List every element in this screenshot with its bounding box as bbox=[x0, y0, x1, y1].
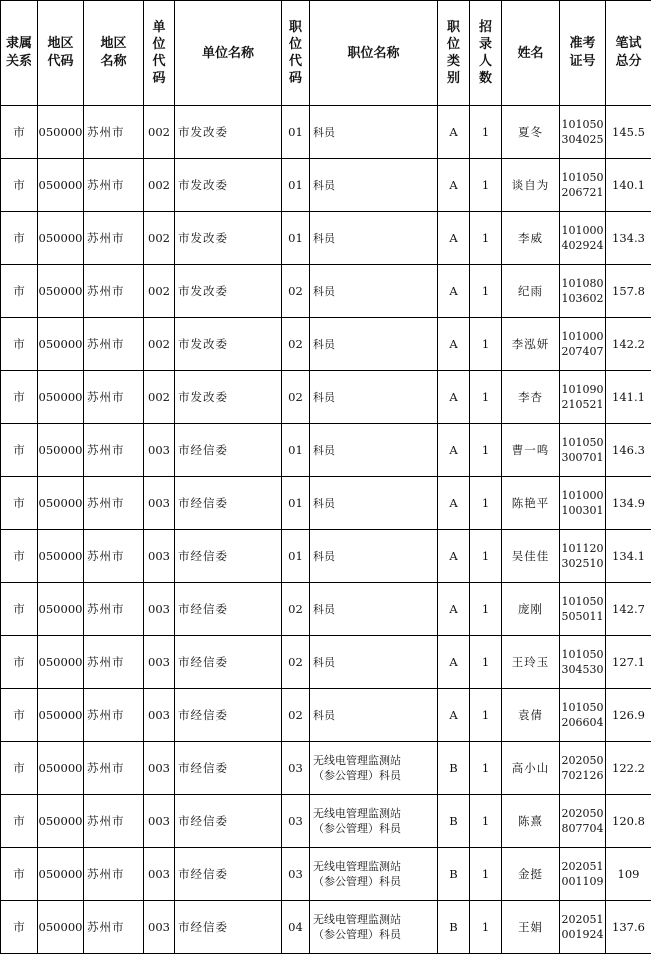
cell-pos-type: A bbox=[438, 265, 470, 318]
cell-pos-code: 01 bbox=[282, 212, 310, 265]
cell-area-code: 050000 bbox=[38, 106, 84, 159]
cell-area-name: 苏州市 bbox=[84, 212, 144, 265]
cell-score: 142.2 bbox=[606, 318, 651, 371]
position-name-line: 科员 bbox=[313, 708, 335, 722]
cell-rel: 市 bbox=[1, 318, 38, 371]
exam-number-line: 702126 bbox=[561, 769, 604, 782]
cell-unit-code: 002 bbox=[144, 318, 175, 371]
cell-rel: 市 bbox=[1, 106, 38, 159]
exam-number-line: 206721 bbox=[561, 186, 604, 199]
position-name-line: 科员 bbox=[313, 655, 335, 669]
cell-unit-name: 市经信委 bbox=[175, 848, 282, 901]
cell-pos-name bbox=[310, 795, 438, 848]
cell-count: 1 bbox=[470, 901, 502, 954]
header-cell: 笔试总分 bbox=[606, 1, 651, 106]
table-row bbox=[1, 848, 651, 901]
exam-number-line: 101050 bbox=[561, 171, 604, 184]
cell-unit-code: 003 bbox=[144, 583, 175, 636]
cell-exam bbox=[560, 106, 606, 159]
cell-count: 1 bbox=[470, 477, 502, 530]
exam-number-line: 304530 bbox=[561, 663, 604, 676]
position-name-line: 科员 bbox=[313, 284, 335, 298]
table-row bbox=[1, 212, 651, 265]
cell-exam bbox=[560, 477, 606, 530]
cell-pos-name bbox=[310, 212, 438, 265]
cell-exam bbox=[560, 318, 606, 371]
table-row bbox=[1, 106, 651, 159]
cell-pos-name bbox=[310, 371, 438, 424]
cell-area-code: 050000 bbox=[38, 689, 84, 742]
cell-pos-type: A bbox=[438, 530, 470, 583]
cell-unit-code: 003 bbox=[144, 742, 175, 795]
cell-score: 157.8 bbox=[606, 265, 651, 318]
position-name-line: 无线电管理监测站 bbox=[313, 860, 401, 873]
cell-exam bbox=[560, 371, 606, 424]
cell-name: 纪雨 bbox=[502, 265, 560, 318]
cell-pos-name bbox=[310, 583, 438, 636]
cell-pos-type: A bbox=[438, 583, 470, 636]
cell-rel: 市 bbox=[1, 424, 38, 477]
exam-number-line: 001924 bbox=[561, 928, 604, 941]
cell-pos-code: 01 bbox=[282, 159, 310, 212]
exam-number-line: 100301 bbox=[561, 504, 604, 517]
cell-pos-name bbox=[310, 106, 438, 159]
cell-pos-type: A bbox=[438, 689, 470, 742]
cell-exam bbox=[560, 530, 606, 583]
cell-unit-name: 市发改委 bbox=[175, 371, 282, 424]
cell-score: 146.3 bbox=[606, 424, 651, 477]
cell-pos-code: 02 bbox=[282, 689, 310, 742]
position-name-line: （参公管理）科员 bbox=[313, 769, 401, 782]
exam-number-line: 101090 bbox=[561, 383, 604, 396]
cell-pos-code: 01 bbox=[282, 424, 310, 477]
cell-rel: 市 bbox=[1, 636, 38, 689]
table-row bbox=[1, 689, 651, 742]
exam-number-line: 101000 bbox=[561, 224, 604, 237]
cell-count: 1 bbox=[470, 424, 502, 477]
cell-name: 庞刚 bbox=[502, 583, 560, 636]
cell-count: 1 bbox=[470, 212, 502, 265]
exam-number-line: 207407 bbox=[561, 345, 604, 358]
cell-count: 1 bbox=[470, 318, 502, 371]
cell-pos-type: A bbox=[438, 212, 470, 265]
header-cell: 地区代码 bbox=[38, 1, 84, 106]
exam-number-line: 202051 bbox=[561, 860, 604, 873]
cell-unit-code: 003 bbox=[144, 477, 175, 530]
table-row bbox=[1, 583, 651, 636]
cell-name: 王玲玉 bbox=[502, 636, 560, 689]
table-row bbox=[1, 371, 651, 424]
cell-score: 120.8 bbox=[606, 795, 651, 848]
cell-name: 吴佳佳 bbox=[502, 530, 560, 583]
cell-area-code: 050000 bbox=[38, 848, 84, 901]
table-row bbox=[1, 477, 651, 530]
cell-count: 1 bbox=[470, 848, 502, 901]
cell-pos-name bbox=[310, 265, 438, 318]
cell-score: 127.1 bbox=[606, 636, 651, 689]
cell-unit-name: 市经信委 bbox=[175, 689, 282, 742]
cell-unit-name: 市经信委 bbox=[175, 583, 282, 636]
cell-pos-name bbox=[310, 530, 438, 583]
cell-count: 1 bbox=[470, 106, 502, 159]
cell-name: 陈艳平 bbox=[502, 477, 560, 530]
cell-rel: 市 bbox=[1, 795, 38, 848]
cell-count: 1 bbox=[470, 742, 502, 795]
exam-number-line: 202050 bbox=[561, 754, 604, 767]
cell-pos-code: 01 bbox=[282, 106, 310, 159]
table-row bbox=[1, 636, 651, 689]
exam-number-line: 202050 bbox=[561, 807, 604, 820]
cell-unit-name: 市经信委 bbox=[175, 530, 282, 583]
cell-area-name: 苏州市 bbox=[84, 742, 144, 795]
cell-pos-name bbox=[310, 636, 438, 689]
position-name-line: 科员 bbox=[313, 390, 335, 404]
cell-area-name: 苏州市 bbox=[84, 106, 144, 159]
cell-pos-type: A bbox=[438, 371, 470, 424]
cell-area-code: 050000 bbox=[38, 742, 84, 795]
cell-area-code: 050000 bbox=[38, 530, 84, 583]
cell-unit-code: 003 bbox=[144, 530, 175, 583]
cell-area-code: 050000 bbox=[38, 318, 84, 371]
cell-count: 1 bbox=[470, 530, 502, 583]
position-name-line: 科员 bbox=[313, 549, 335, 563]
exam-number-line: 101000 bbox=[561, 330, 604, 343]
cell-count: 1 bbox=[470, 371, 502, 424]
cell-score: 134.3 bbox=[606, 212, 651, 265]
cell-name: 谈自为 bbox=[502, 159, 560, 212]
cell-unit-name: 市经信委 bbox=[175, 795, 282, 848]
cell-exam bbox=[560, 265, 606, 318]
header-cell: 职位代码 bbox=[282, 1, 310, 106]
exam-number-line: 101080 bbox=[561, 277, 604, 290]
cell-area-name: 苏州市 bbox=[84, 371, 144, 424]
cell-pos-type: A bbox=[438, 159, 470, 212]
cell-rel: 市 bbox=[1, 901, 38, 954]
cell-name: 金挺 bbox=[502, 848, 560, 901]
position-name-line: 无线电管理监测站 bbox=[313, 913, 401, 926]
cell-rel: 市 bbox=[1, 689, 38, 742]
cell-area-code: 050000 bbox=[38, 159, 84, 212]
cell-pos-code: 01 bbox=[282, 530, 310, 583]
cell-unit-code: 003 bbox=[144, 636, 175, 689]
cell-area-name: 苏州市 bbox=[84, 636, 144, 689]
cell-rel: 市 bbox=[1, 265, 38, 318]
cell-pos-name bbox=[310, 689, 438, 742]
cell-pos-name bbox=[310, 742, 438, 795]
cell-exam bbox=[560, 689, 606, 742]
cell-rel: 市 bbox=[1, 742, 38, 795]
cell-pos-code: 03 bbox=[282, 848, 310, 901]
header-cell: 单位代码 bbox=[144, 1, 175, 106]
cell-score: 137.6 bbox=[606, 901, 651, 954]
cell-name: 王娟 bbox=[502, 901, 560, 954]
cell-pos-code: 03 bbox=[282, 795, 310, 848]
cell-pos-code: 04 bbox=[282, 901, 310, 954]
cell-exam bbox=[560, 159, 606, 212]
header-cell: 职位名称 bbox=[310, 1, 438, 106]
table-row bbox=[1, 424, 651, 477]
cell-score: 142.7 bbox=[606, 583, 651, 636]
cell-unit-name: 市经信委 bbox=[175, 901, 282, 954]
cell-score: 145.5 bbox=[606, 106, 651, 159]
cell-area-name: 苏州市 bbox=[84, 848, 144, 901]
header-cell: 准考证号 bbox=[560, 1, 606, 106]
table-row bbox=[1, 901, 651, 954]
cell-unit-code: 003 bbox=[144, 901, 175, 954]
cell-area-code: 050000 bbox=[38, 583, 84, 636]
cell-pos-type: B bbox=[438, 795, 470, 848]
cell-area-name: 苏州市 bbox=[84, 530, 144, 583]
cell-pos-type: A bbox=[438, 636, 470, 689]
exam-number-line: 302510 bbox=[561, 557, 604, 570]
cell-pos-code: 02 bbox=[282, 583, 310, 636]
cell-pos-code: 02 bbox=[282, 371, 310, 424]
header-cell: 隶属关系 bbox=[1, 1, 38, 106]
cell-name: 李杏 bbox=[502, 371, 560, 424]
cell-score: 141.1 bbox=[606, 371, 651, 424]
exam-number-line: 103602 bbox=[561, 292, 604, 305]
cell-score: 140.1 bbox=[606, 159, 651, 212]
cell-rel: 市 bbox=[1, 848, 38, 901]
cell-rel: 市 bbox=[1, 530, 38, 583]
cell-unit-code: 002 bbox=[144, 265, 175, 318]
cell-area-name: 苏州市 bbox=[84, 424, 144, 477]
exam-number-line: 101050 bbox=[561, 118, 604, 131]
cell-pos-name bbox=[310, 477, 438, 530]
cell-area-name: 苏州市 bbox=[84, 159, 144, 212]
header-cell: 职位类别 bbox=[438, 1, 470, 106]
cell-unit-name: 市经信委 bbox=[175, 742, 282, 795]
cell-area-name: 苏州市 bbox=[84, 583, 144, 636]
exam-number-line: 202051 bbox=[561, 913, 604, 926]
cell-area-name: 苏州市 bbox=[84, 901, 144, 954]
table-row bbox=[1, 742, 651, 795]
exam-number-line: 101000 bbox=[561, 489, 604, 502]
cell-pos-name bbox=[310, 318, 438, 371]
cell-rel: 市 bbox=[1, 371, 38, 424]
cell-exam bbox=[560, 848, 606, 901]
cell-count: 1 bbox=[470, 583, 502, 636]
cell-exam bbox=[560, 424, 606, 477]
exam-number-line: 101050 bbox=[561, 648, 604, 661]
table-row bbox=[1, 159, 651, 212]
cell-area-code: 050000 bbox=[38, 901, 84, 954]
cell-area-name: 苏州市 bbox=[84, 689, 144, 742]
cell-pos-code: 03 bbox=[282, 742, 310, 795]
position-name-line: 科员 bbox=[313, 337, 335, 351]
cell-pos-type: B bbox=[438, 901, 470, 954]
cell-pos-name bbox=[310, 424, 438, 477]
cell-exam bbox=[560, 901, 606, 954]
exam-number-line: 304025 bbox=[561, 133, 604, 146]
cell-unit-name: 市经信委 bbox=[175, 424, 282, 477]
exam-number-line: 101050 bbox=[561, 595, 604, 608]
cell-area-code: 050000 bbox=[38, 212, 84, 265]
header-cell: 地区名称 bbox=[84, 1, 144, 106]
cell-pos-code: 02 bbox=[282, 636, 310, 689]
cell-unit-code: 002 bbox=[144, 159, 175, 212]
cell-score: 134.9 bbox=[606, 477, 651, 530]
cell-unit-code: 002 bbox=[144, 212, 175, 265]
cell-area-name: 苏州市 bbox=[84, 477, 144, 530]
cell-score: 134.1 bbox=[606, 530, 651, 583]
cell-name: 李威 bbox=[502, 212, 560, 265]
cell-unit-code: 002 bbox=[144, 371, 175, 424]
cell-count: 1 bbox=[470, 689, 502, 742]
cell-unit-name: 市发改委 bbox=[175, 212, 282, 265]
position-name-line: （参公管理）科员 bbox=[313, 875, 401, 888]
cell-pos-code: 02 bbox=[282, 265, 310, 318]
table-body bbox=[1, 106, 651, 954]
position-name-line: （参公管理）科员 bbox=[313, 822, 401, 835]
position-name-line: 无线电管理监测站 bbox=[313, 807, 401, 820]
cell-unit-name: 市发改委 bbox=[175, 265, 282, 318]
cell-unit-name: 市发改委 bbox=[175, 106, 282, 159]
cell-unit-name: 市经信委 bbox=[175, 636, 282, 689]
table-row bbox=[1, 795, 651, 848]
cell-pos-type: B bbox=[438, 742, 470, 795]
table-row bbox=[1, 318, 651, 371]
cell-rel: 市 bbox=[1, 212, 38, 265]
position-name-line: 科员 bbox=[313, 178, 335, 192]
cell-count: 1 bbox=[470, 159, 502, 212]
cell-pos-name bbox=[310, 901, 438, 954]
cell-pos-name bbox=[310, 848, 438, 901]
exam-number-line: 807704 bbox=[561, 822, 604, 835]
exam-number-line: 505011 bbox=[561, 610, 604, 623]
cell-exam bbox=[560, 742, 606, 795]
cell-count: 1 bbox=[470, 265, 502, 318]
exam-number-line: 402924 bbox=[561, 239, 604, 252]
exam-number-line: 210521 bbox=[561, 398, 604, 411]
cell-area-name: 苏州市 bbox=[84, 795, 144, 848]
cell-score: 109 bbox=[606, 848, 651, 901]
exam-number-line: 101050 bbox=[561, 701, 604, 714]
position-name-line: 科员 bbox=[313, 125, 335, 139]
cell-area-code: 050000 bbox=[38, 636, 84, 689]
cell-count: 1 bbox=[470, 636, 502, 689]
cell-rel: 市 bbox=[1, 477, 38, 530]
cell-area-code: 050000 bbox=[38, 477, 84, 530]
cell-area-name: 苏州市 bbox=[84, 318, 144, 371]
cell-unit-name: 市发改委 bbox=[175, 159, 282, 212]
cell-area-name: 苏州市 bbox=[84, 265, 144, 318]
position-name-line: 科员 bbox=[313, 602, 335, 616]
position-name-line: （参公管理）科员 bbox=[313, 928, 401, 941]
cell-exam bbox=[560, 212, 606, 265]
cell-unit-name: 市发改委 bbox=[175, 318, 282, 371]
cell-area-code: 050000 bbox=[38, 371, 84, 424]
cell-pos-type: B bbox=[438, 848, 470, 901]
exam-number-line: 206604 bbox=[561, 716, 604, 729]
cell-pos-type: A bbox=[438, 477, 470, 530]
cell-name: 陈熹 bbox=[502, 795, 560, 848]
cell-pos-type: A bbox=[438, 106, 470, 159]
cell-pos-name bbox=[310, 159, 438, 212]
cell-score: 126.9 bbox=[606, 689, 651, 742]
header-row bbox=[1, 1, 651, 106]
exam-number-line: 101120 bbox=[561, 542, 604, 555]
cell-name: 夏冬 bbox=[502, 106, 560, 159]
header-cell: 招录人数 bbox=[470, 1, 502, 106]
position-name-line: 科员 bbox=[313, 496, 335, 510]
cell-unit-name: 市经信委 bbox=[175, 477, 282, 530]
cell-exam bbox=[560, 636, 606, 689]
cell-area-code: 050000 bbox=[38, 795, 84, 848]
cell-pos-code: 02 bbox=[282, 318, 310, 371]
cell-unit-code: 003 bbox=[144, 795, 175, 848]
cell-area-code: 050000 bbox=[38, 265, 84, 318]
cell-pos-type: A bbox=[438, 318, 470, 371]
cell-score: 122.2 bbox=[606, 742, 651, 795]
exam-number-line: 001109 bbox=[561, 875, 604, 888]
cell-exam bbox=[560, 795, 606, 848]
cell-unit-code: 003 bbox=[144, 424, 175, 477]
cell-unit-code: 002 bbox=[144, 106, 175, 159]
position-name-line: 无线电管理监测站 bbox=[313, 754, 401, 767]
cell-name: 袁倩 bbox=[502, 689, 560, 742]
cell-name: 曹一鸣 bbox=[502, 424, 560, 477]
cell-unit-code: 003 bbox=[144, 848, 175, 901]
cell-area-code: 050000 bbox=[38, 424, 84, 477]
exam-number-line: 300701 bbox=[561, 451, 604, 464]
header-cell: 姓名 bbox=[502, 1, 560, 106]
table-row bbox=[1, 265, 651, 318]
position-name-line: 科员 bbox=[313, 231, 335, 245]
cell-exam bbox=[560, 583, 606, 636]
cell-name: 高小山 bbox=[502, 742, 560, 795]
cell-rel: 市 bbox=[1, 159, 38, 212]
cell-pos-code: 01 bbox=[282, 477, 310, 530]
header-cell: 单位名称 bbox=[175, 1, 282, 106]
cell-count: 1 bbox=[470, 795, 502, 848]
exam-number-line: 101050 bbox=[561, 436, 604, 449]
cell-rel: 市 bbox=[1, 583, 38, 636]
cell-unit-code: 003 bbox=[144, 689, 175, 742]
position-name-line: 科员 bbox=[313, 443, 335, 457]
table-row bbox=[1, 530, 651, 583]
cell-pos-type: A bbox=[438, 424, 470, 477]
cell-name: 李泓妍 bbox=[502, 318, 560, 371]
